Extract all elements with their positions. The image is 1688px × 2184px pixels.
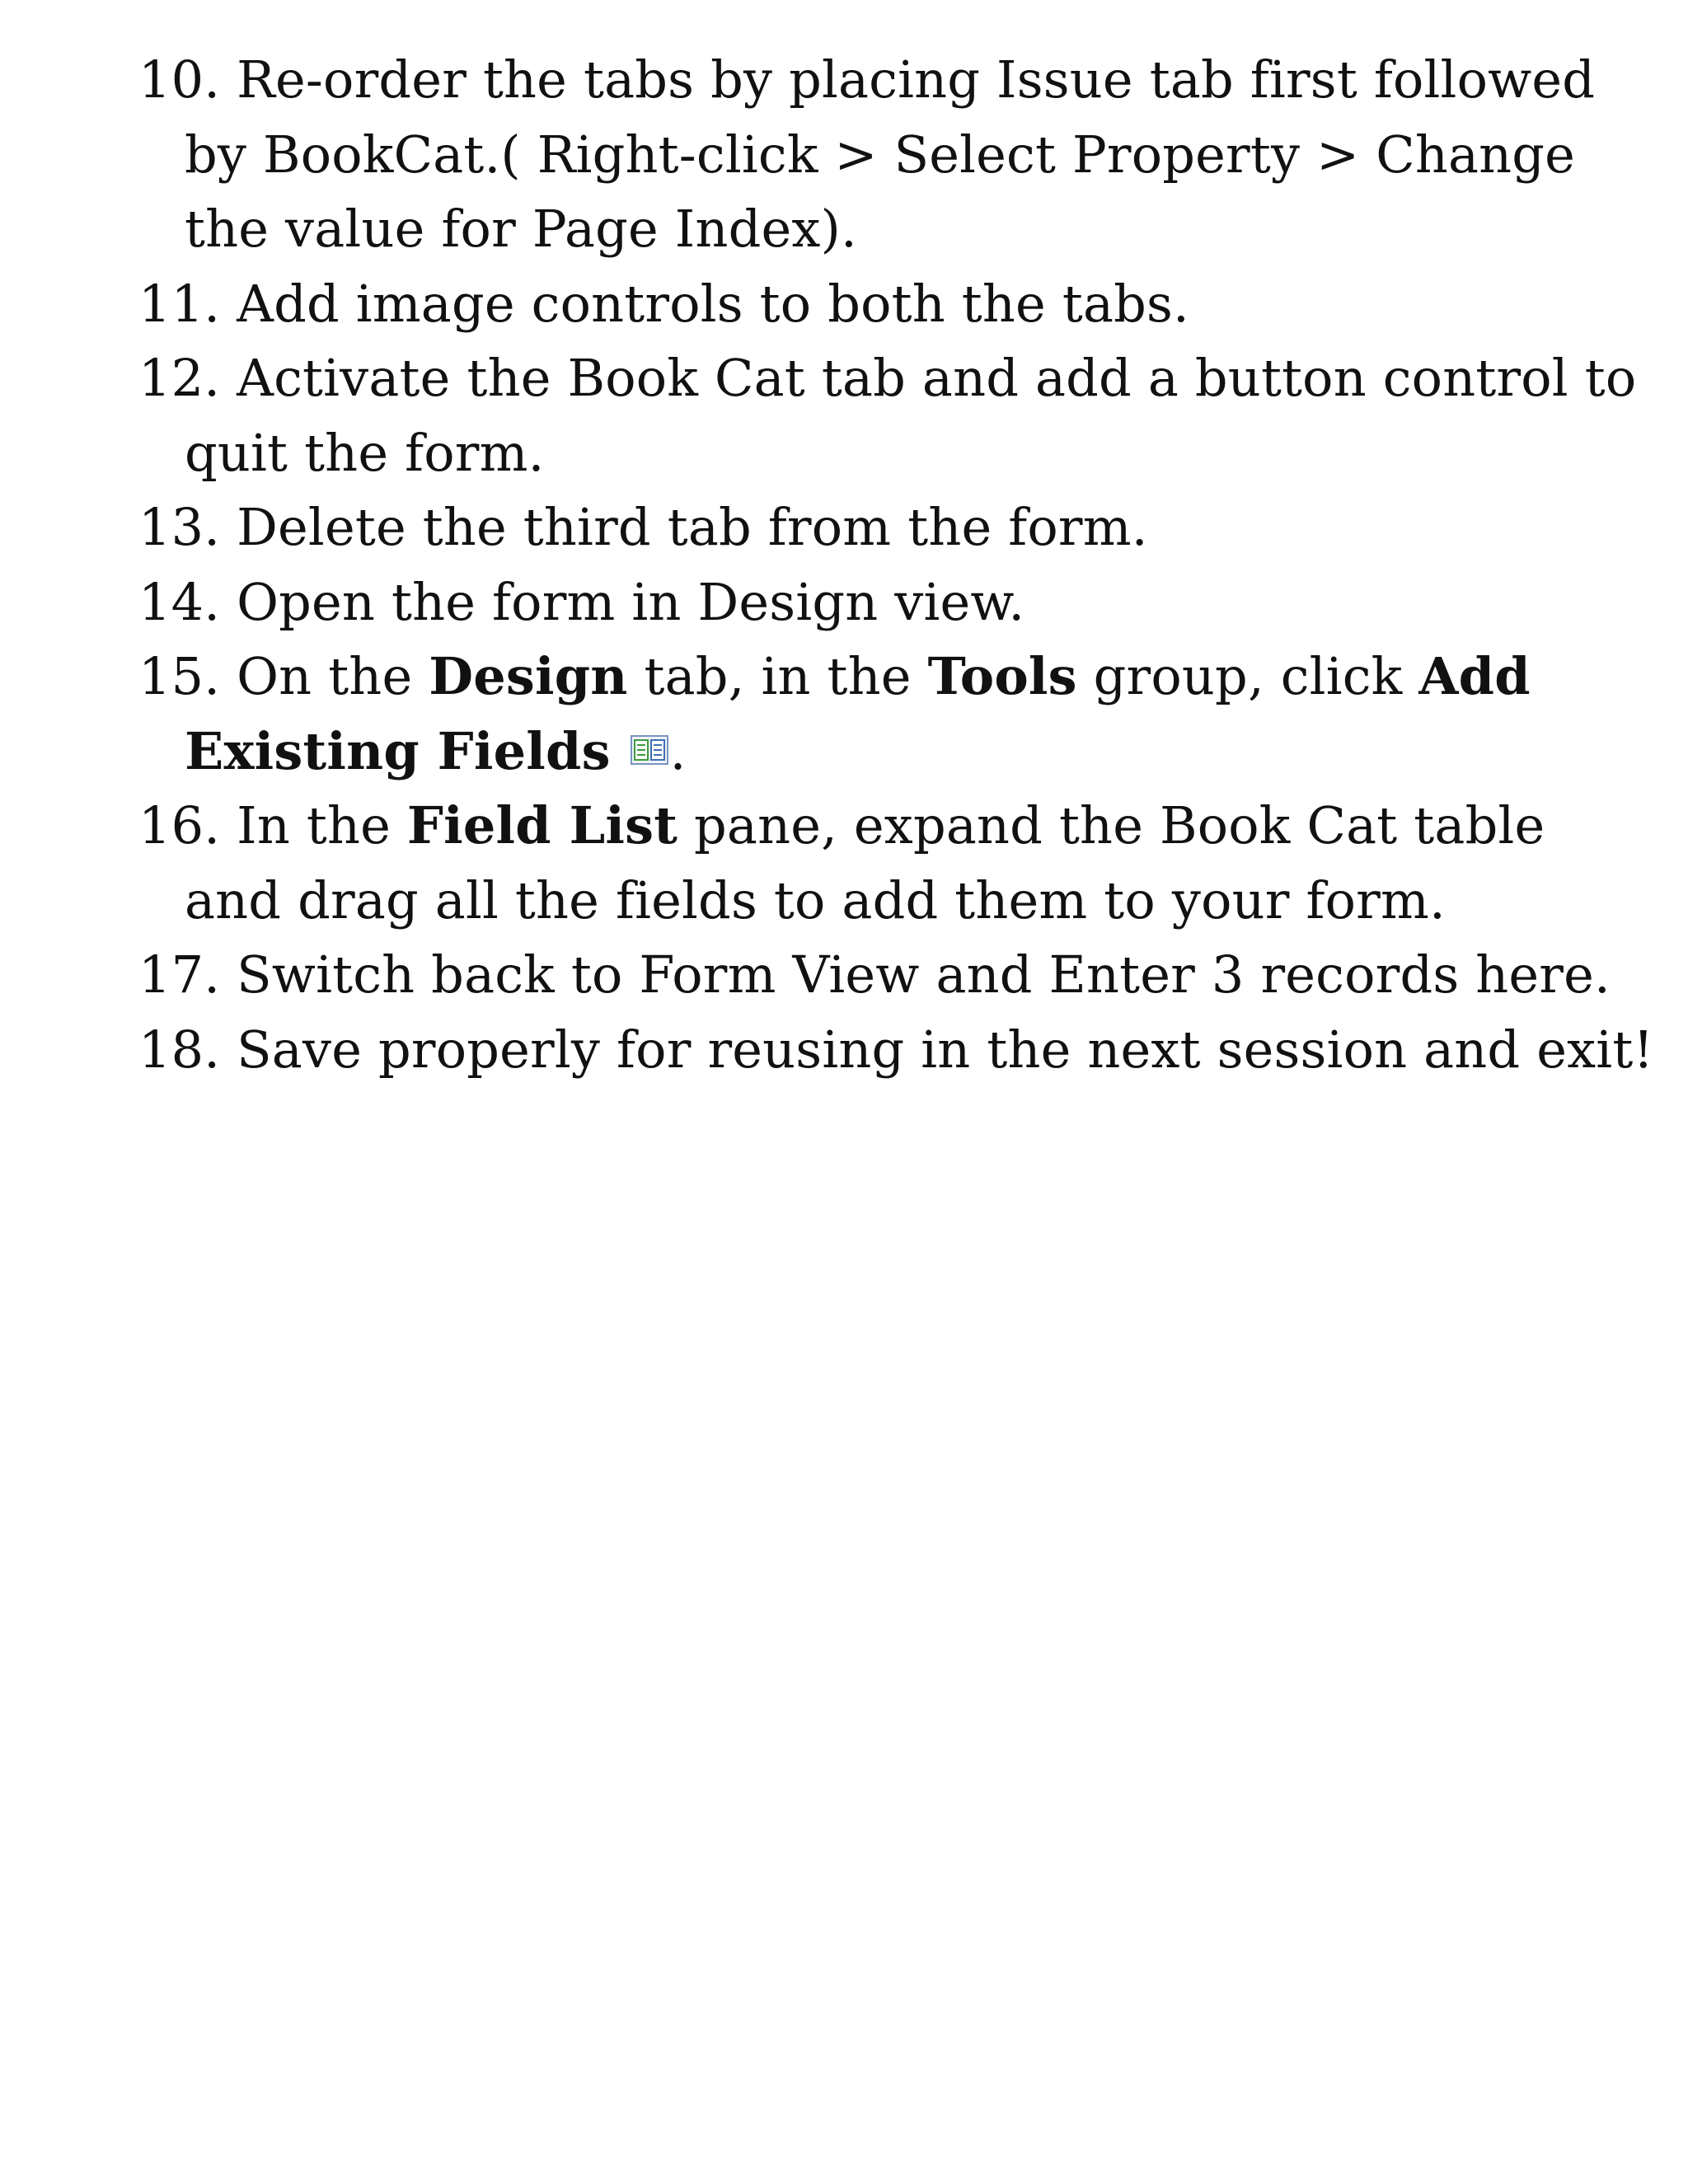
list-item-number: 12. xyxy=(138,348,221,408)
list-item-number: 13. xyxy=(138,497,221,557)
list-item-number: 14. xyxy=(138,571,221,632)
list-item-text xyxy=(611,721,627,781)
bold-term: Design xyxy=(429,646,628,706)
list-item-content xyxy=(138,341,1655,490)
list-item-number: 15. xyxy=(138,646,221,706)
list-item-content xyxy=(138,789,1655,938)
list-item xyxy=(138,341,1655,490)
list-item-text: Add image controls to both the tabs. xyxy=(237,273,1189,334)
add-existing-fields-icon xyxy=(631,735,668,765)
list-item-content xyxy=(138,938,1611,1013)
list-item-content xyxy=(138,640,1655,789)
bold-term: Add Existing Fields xyxy=(185,646,1531,781)
list-item xyxy=(138,490,1655,565)
list-item-number: 17. xyxy=(138,944,221,1005)
list-item-number: 16. xyxy=(138,795,221,855)
list-item xyxy=(138,938,1655,1013)
list-item xyxy=(138,1013,1655,1088)
list-item-content xyxy=(138,1013,1654,1088)
list-item-text: tab, in the xyxy=(627,646,928,706)
list-item xyxy=(138,640,1655,789)
list-item-number: 10. xyxy=(138,49,221,110)
list-item xyxy=(138,789,1655,938)
list-item-text: . xyxy=(669,720,687,781)
list-item xyxy=(138,267,1655,342)
list-item-text: Switch back to Form View and Enter 3 records here. xyxy=(237,944,1611,1005)
list-item-number: 18. xyxy=(138,1019,221,1080)
list-item-text: In the xyxy=(237,795,407,855)
list-item-text: Open the form in Design view. xyxy=(237,571,1025,632)
list-item-content xyxy=(138,267,1189,342)
instruction-list xyxy=(138,43,1655,1087)
list-item-text: On the xyxy=(237,646,429,706)
list-item xyxy=(138,565,1655,640)
list-item-text: group, click xyxy=(1076,646,1419,706)
bold-term: Tools xyxy=(927,646,1077,706)
list-item-content xyxy=(138,43,1655,267)
list-item xyxy=(138,43,1655,267)
list-item-text: pane, expand the Book Cat table and drag all the fields to add them to your form. xyxy=(185,795,1545,930)
list-item-text: Re-order the tabs by placing Issue tab first followed by BookCat.( Right-click > Select Property > Change the value for Page Index). xyxy=(185,49,1596,259)
list-item-text: Activate the Book Cat tab and add a button control to quit the form. xyxy=(185,348,1637,483)
list-item-text: Save properly for reusing in the next session and exit! xyxy=(237,1019,1654,1080)
list-item-text: Delete the third tab from the form. xyxy=(237,497,1148,557)
list-item-number: 11. xyxy=(138,273,221,334)
bold-term: Field List xyxy=(406,795,678,855)
list-item-content xyxy=(138,490,1148,565)
list-item-content xyxy=(138,565,1025,640)
